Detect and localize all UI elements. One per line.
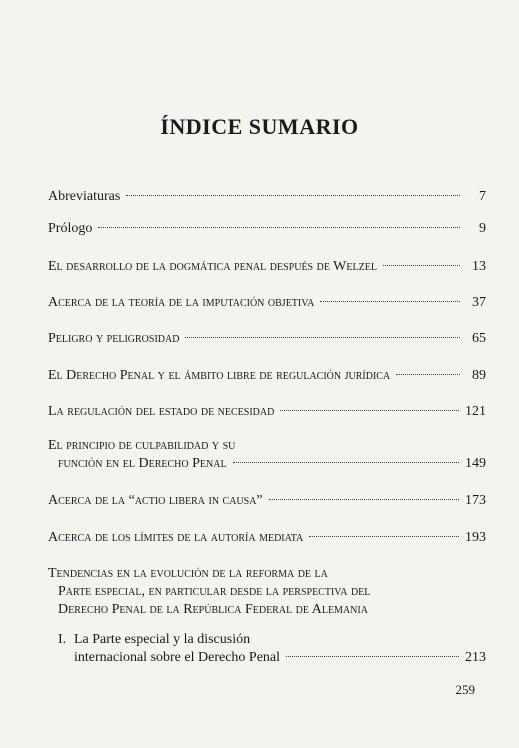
toc-entry-title: Peligro y peligrosidad xyxy=(48,331,180,346)
toc-entry-estado-necesidad xyxy=(48,403,486,421)
dot-leader xyxy=(233,462,459,463)
toc-entry-title-line3: Derecho Penal de la República Federal de Alemania xyxy=(58,602,368,617)
dot-leader xyxy=(320,301,460,302)
toc-entry-page: 7 xyxy=(479,189,486,204)
toc-entry-title: Prólogo xyxy=(48,221,93,236)
page-number: 259 xyxy=(455,682,475,697)
toc-entry-title-line1: Tendencias en la evolución de la reforma de la xyxy=(48,566,328,581)
dot-leader xyxy=(383,265,460,266)
dot-leader xyxy=(185,337,460,338)
toc-entry-page: 121 xyxy=(465,404,486,419)
toc-entry-desarrollo xyxy=(48,258,486,276)
toc-subentry-parte-especial xyxy=(58,631,486,667)
toc-subentry-title-line1: La Parte especial y la discusión xyxy=(74,632,251,647)
toc-entry-title: El Derecho Penal y el ámbito libre de regulación jurídica xyxy=(48,368,391,383)
dot-leader xyxy=(126,195,460,196)
toc-entry-title: El desarrollo de la dogmática penal después de Welzel xyxy=(48,259,377,274)
toc-entry-autoria-mediata xyxy=(48,529,486,547)
toc-entry-page: 149 xyxy=(465,456,486,471)
toc-entry-page: 173 xyxy=(465,493,486,508)
dot-leader xyxy=(396,374,460,375)
toc-entry-page: 13 xyxy=(472,259,486,274)
toc-entry-title: La regulación del estado de necesidad xyxy=(48,404,275,419)
page-title: ÍNDICE SUMARIO xyxy=(160,114,359,139)
toc-entry-imputacion xyxy=(48,294,486,312)
toc-entry-page: 65 xyxy=(472,331,486,346)
toc-entry-abreviaturas xyxy=(48,188,486,206)
dot-leader xyxy=(286,656,459,657)
toc-subentry-number: I. xyxy=(58,632,67,647)
dot-leader xyxy=(269,499,459,500)
toc-entry-title-line2: Parte especial, en particular desde la perspectiva del xyxy=(58,584,371,599)
toc-entry-page: 37 xyxy=(472,295,486,310)
toc-entry-page: 9 xyxy=(479,221,486,236)
toc-subentry-title-line2: internacional sobre el Derecho Penal xyxy=(74,650,281,665)
toc-entry-title: Acerca de los límites de la autoría mediata xyxy=(48,530,304,545)
dot-leader xyxy=(280,410,459,411)
dot-leader xyxy=(98,227,460,228)
toc-entry-title-line1: El principio de culpabilidad y su xyxy=(48,438,236,453)
toc-entry-culpabilidad xyxy=(48,437,486,473)
toc-entry-prologo xyxy=(48,220,486,238)
toc-entry-title: Acerca de la teoría de la imputación objetiva xyxy=(48,295,315,310)
toc-entry-page: 193 xyxy=(465,530,486,545)
toc-entry-title-line2: función en el Derecho Penal xyxy=(58,456,227,471)
toc-entry-title: Abreviaturas xyxy=(48,189,121,204)
toc-entry-ambito-libre xyxy=(48,367,486,385)
dot-leader xyxy=(309,536,459,537)
toc-entry-actio-libera xyxy=(48,492,486,510)
toc-entry-tendencias xyxy=(48,565,486,619)
toc-entry-peligro xyxy=(48,330,486,348)
toc-entry-page: 213 xyxy=(465,650,486,665)
toc-entry-page: 89 xyxy=(472,368,486,383)
toc-entry-title: Acerca de la “actio libera in causa” xyxy=(48,493,263,508)
